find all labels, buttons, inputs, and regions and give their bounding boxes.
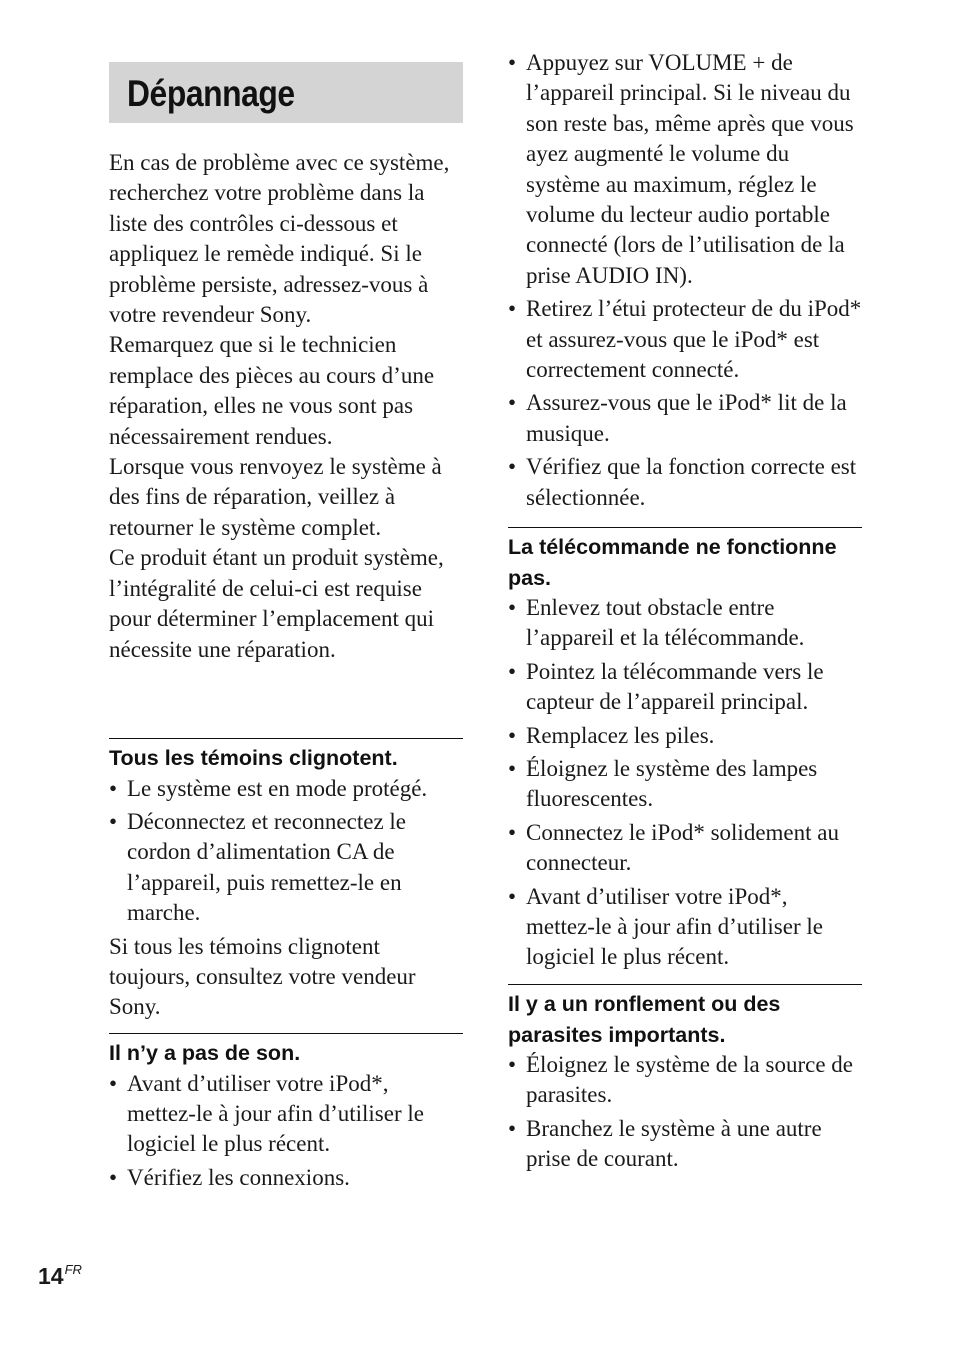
- list-item: • Connectez le iPod* solidement au connecteur.: [508, 819, 839, 876]
- intro-text: [109, 148, 463, 665]
- list-item: • Pointez la télécommande vers le capteur de l’appareil principal.: [508, 658, 824, 715]
- bullet-list: [109, 1069, 463, 1194]
- list-item: • Enlevez tout obstacle entre l’appareil et la télécommande.: [508, 595, 805, 651]
- section-heading: Tous les témoins clignotent.: [109, 746, 398, 770]
- bullet-list: [109, 774, 463, 929]
- list-item: • Retirez l’étui protecteur de du iPod* et assurez-vous que le iPod* est correctement connecté.: [508, 296, 862, 383]
- list-item: • Déconnectez et reconnectez le cordon d’alimentation CA de l’appareil, puis remettez-le en marche.: [109, 808, 406, 926]
- list-item: • Éloignez le système des lampes fluorescentes.: [508, 756, 818, 812]
- section-heading: La télécommande ne fonctionne pas.: [508, 535, 837, 590]
- list-item: • Éloignez le système de la source de parasites.: [508, 1052, 853, 1108]
- list-item: • Vérifiez les connexions.: [109, 1164, 350, 1190]
- section-son-continued: [508, 48, 862, 516]
- intro-paragraph: En cas de problème avec ce système, recherchez votre problème dans la liste des contrôles ci-dessous et appliquez le remède indiqué. Si le problème persiste, adressez-vous à votre revendeur Sony.: [109, 150, 450, 328]
- title-banner: [109, 62, 463, 123]
- list-item: • Vérifiez que la fonction correcte est sélectionnée.: [508, 454, 857, 510]
- intro-paragraph: Ce produit étant un produit système, l’intégralité de celui-ci est requise pour déterminer l’emplacement qui nécessite une réparation.: [109, 545, 444, 662]
- section-telecommande: [508, 527, 862, 976]
- section-temoins: [109, 738, 463, 1023]
- list-item: • Remplacez les piles.: [508, 722, 715, 748]
- bullet-list: [508, 1050, 862, 1175]
- section-heading: Il n’y a pas de son.: [109, 1041, 301, 1065]
- page-number: $14^{FR}$: [38, 1262, 82, 1289]
- page-title: Dépannage: [127, 73, 295, 114]
- list-item: • Avant d’utiliser votre iPod*, mettez-le à jour afin d’utiliser le logiciel le plus récent.: [109, 1070, 424, 1157]
- intro-paragraph: Lorsque vous renvoyez le système à des fins de réparation, veillez à retourner le système complet.: [109, 454, 442, 540]
- section-son: [109, 1033, 463, 1196]
- page-language-suffix: FR: [64, 1262, 82, 1277]
- list-item: • Appuyez sur VOLUME + de l’appareil principal. Si le niveau du son reste bas, même après que vous ayez augmenté le volume du système au maximum, réglez le volume du lecteur audio portable connecté (lors de l’utilisation de la prise AUDIO IN).: [508, 50, 854, 288]
- list-item: • Assurez-vous que le iPod* lit de la musique.: [508, 390, 847, 446]
- list-item: • Le système est en mode protégé.: [109, 775, 428, 801]
- section-note: Si tous les témoins clignotent toujours, consultez votre vendeur Sony.: [109, 933, 416, 1020]
- bullet-list: [508, 48, 862, 513]
- list-item: • Avant d’utiliser votre iPod*, mettez-le à jour afin d’utiliser le logiciel le plus récent.: [508, 883, 823, 970]
- intro-paragraph: Remarquez que si le technicien remplace des pièces au cours d’une réparation, elles ne vous sont pas nécessairement rendues.: [109, 332, 435, 449]
- section-ronflement: [508, 984, 862, 1178]
- section-heading: Il y a un ronflement ou des parasites importants.: [508, 992, 781, 1047]
- bullet-list: [508, 593, 862, 973]
- list-item: • Branchez le système à une autre prise de courant.: [508, 1115, 822, 1172]
